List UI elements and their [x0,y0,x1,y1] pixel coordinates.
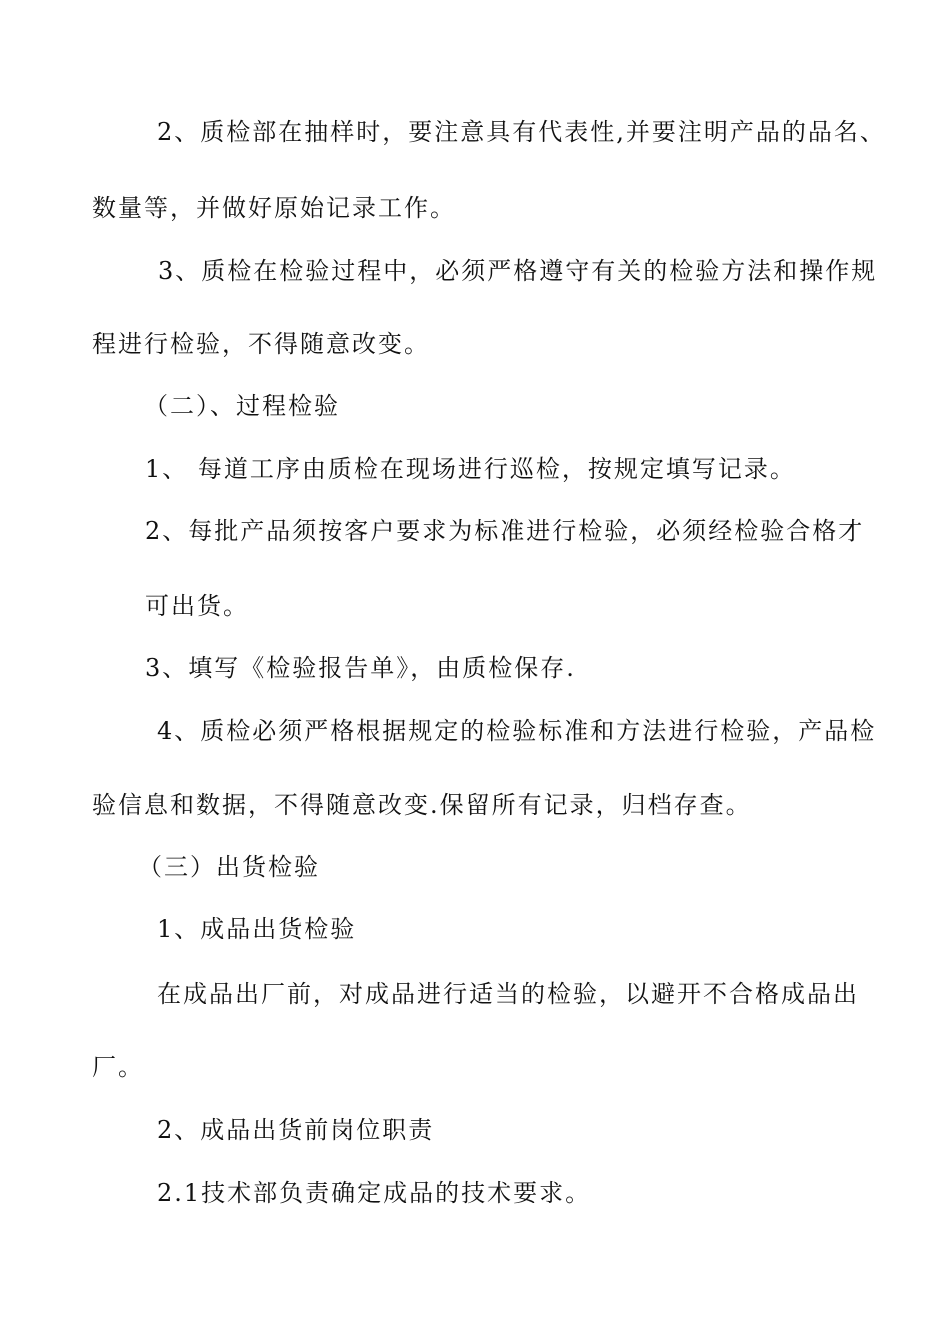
paragraph-line: 2、质检部在抽样时，要注意具有代表性,并要注明产品的品名、 [157,118,886,146]
paragraph-line: 1、成品出货检验 [157,915,357,943]
paragraph-line: 4、质检必须严格根据规定的检验标准和方法进行检验，产品检 [157,717,877,745]
paragraph-line: 验信息和数据，不得随意改变.保留所有记录，归档存查。 [92,791,752,819]
section-heading: （三）出货检验 [138,853,320,881]
paragraph-line: 在成品出厂前，对成品进行适当的检验，以避开不合格成品出 [157,980,859,1008]
paragraph-line: 3、填写《检验报告单》，由质检保存. [145,654,576,682]
paragraph-line: 可出货。 [145,592,249,620]
paragraph-line: 2、每批产品须按客户要求为标准进行检验，必须经检验合格才 [145,517,865,545]
paragraph-line: 2.1技术部负责确定成品的技术要求。 [157,1179,592,1207]
paragraph-line: 2、成品出货前岗位职责 [157,1116,435,1144]
paragraph-line: 程进行检验，不得随意改变。 [92,330,430,358]
paragraph-line: 3、质检在检验过程中，必须严格遵守有关的检验方法和操作规 [158,257,878,285]
paragraph-line: 厂。 [92,1053,144,1081]
paragraph-line: 数量等，并做好原始记录工作。 [92,194,456,222]
paragraph-line: 1、 每道工序由质检在现场进行巡检，按规定填写记录。 [145,455,796,483]
section-heading: （二）、过程检验 [144,392,340,420]
